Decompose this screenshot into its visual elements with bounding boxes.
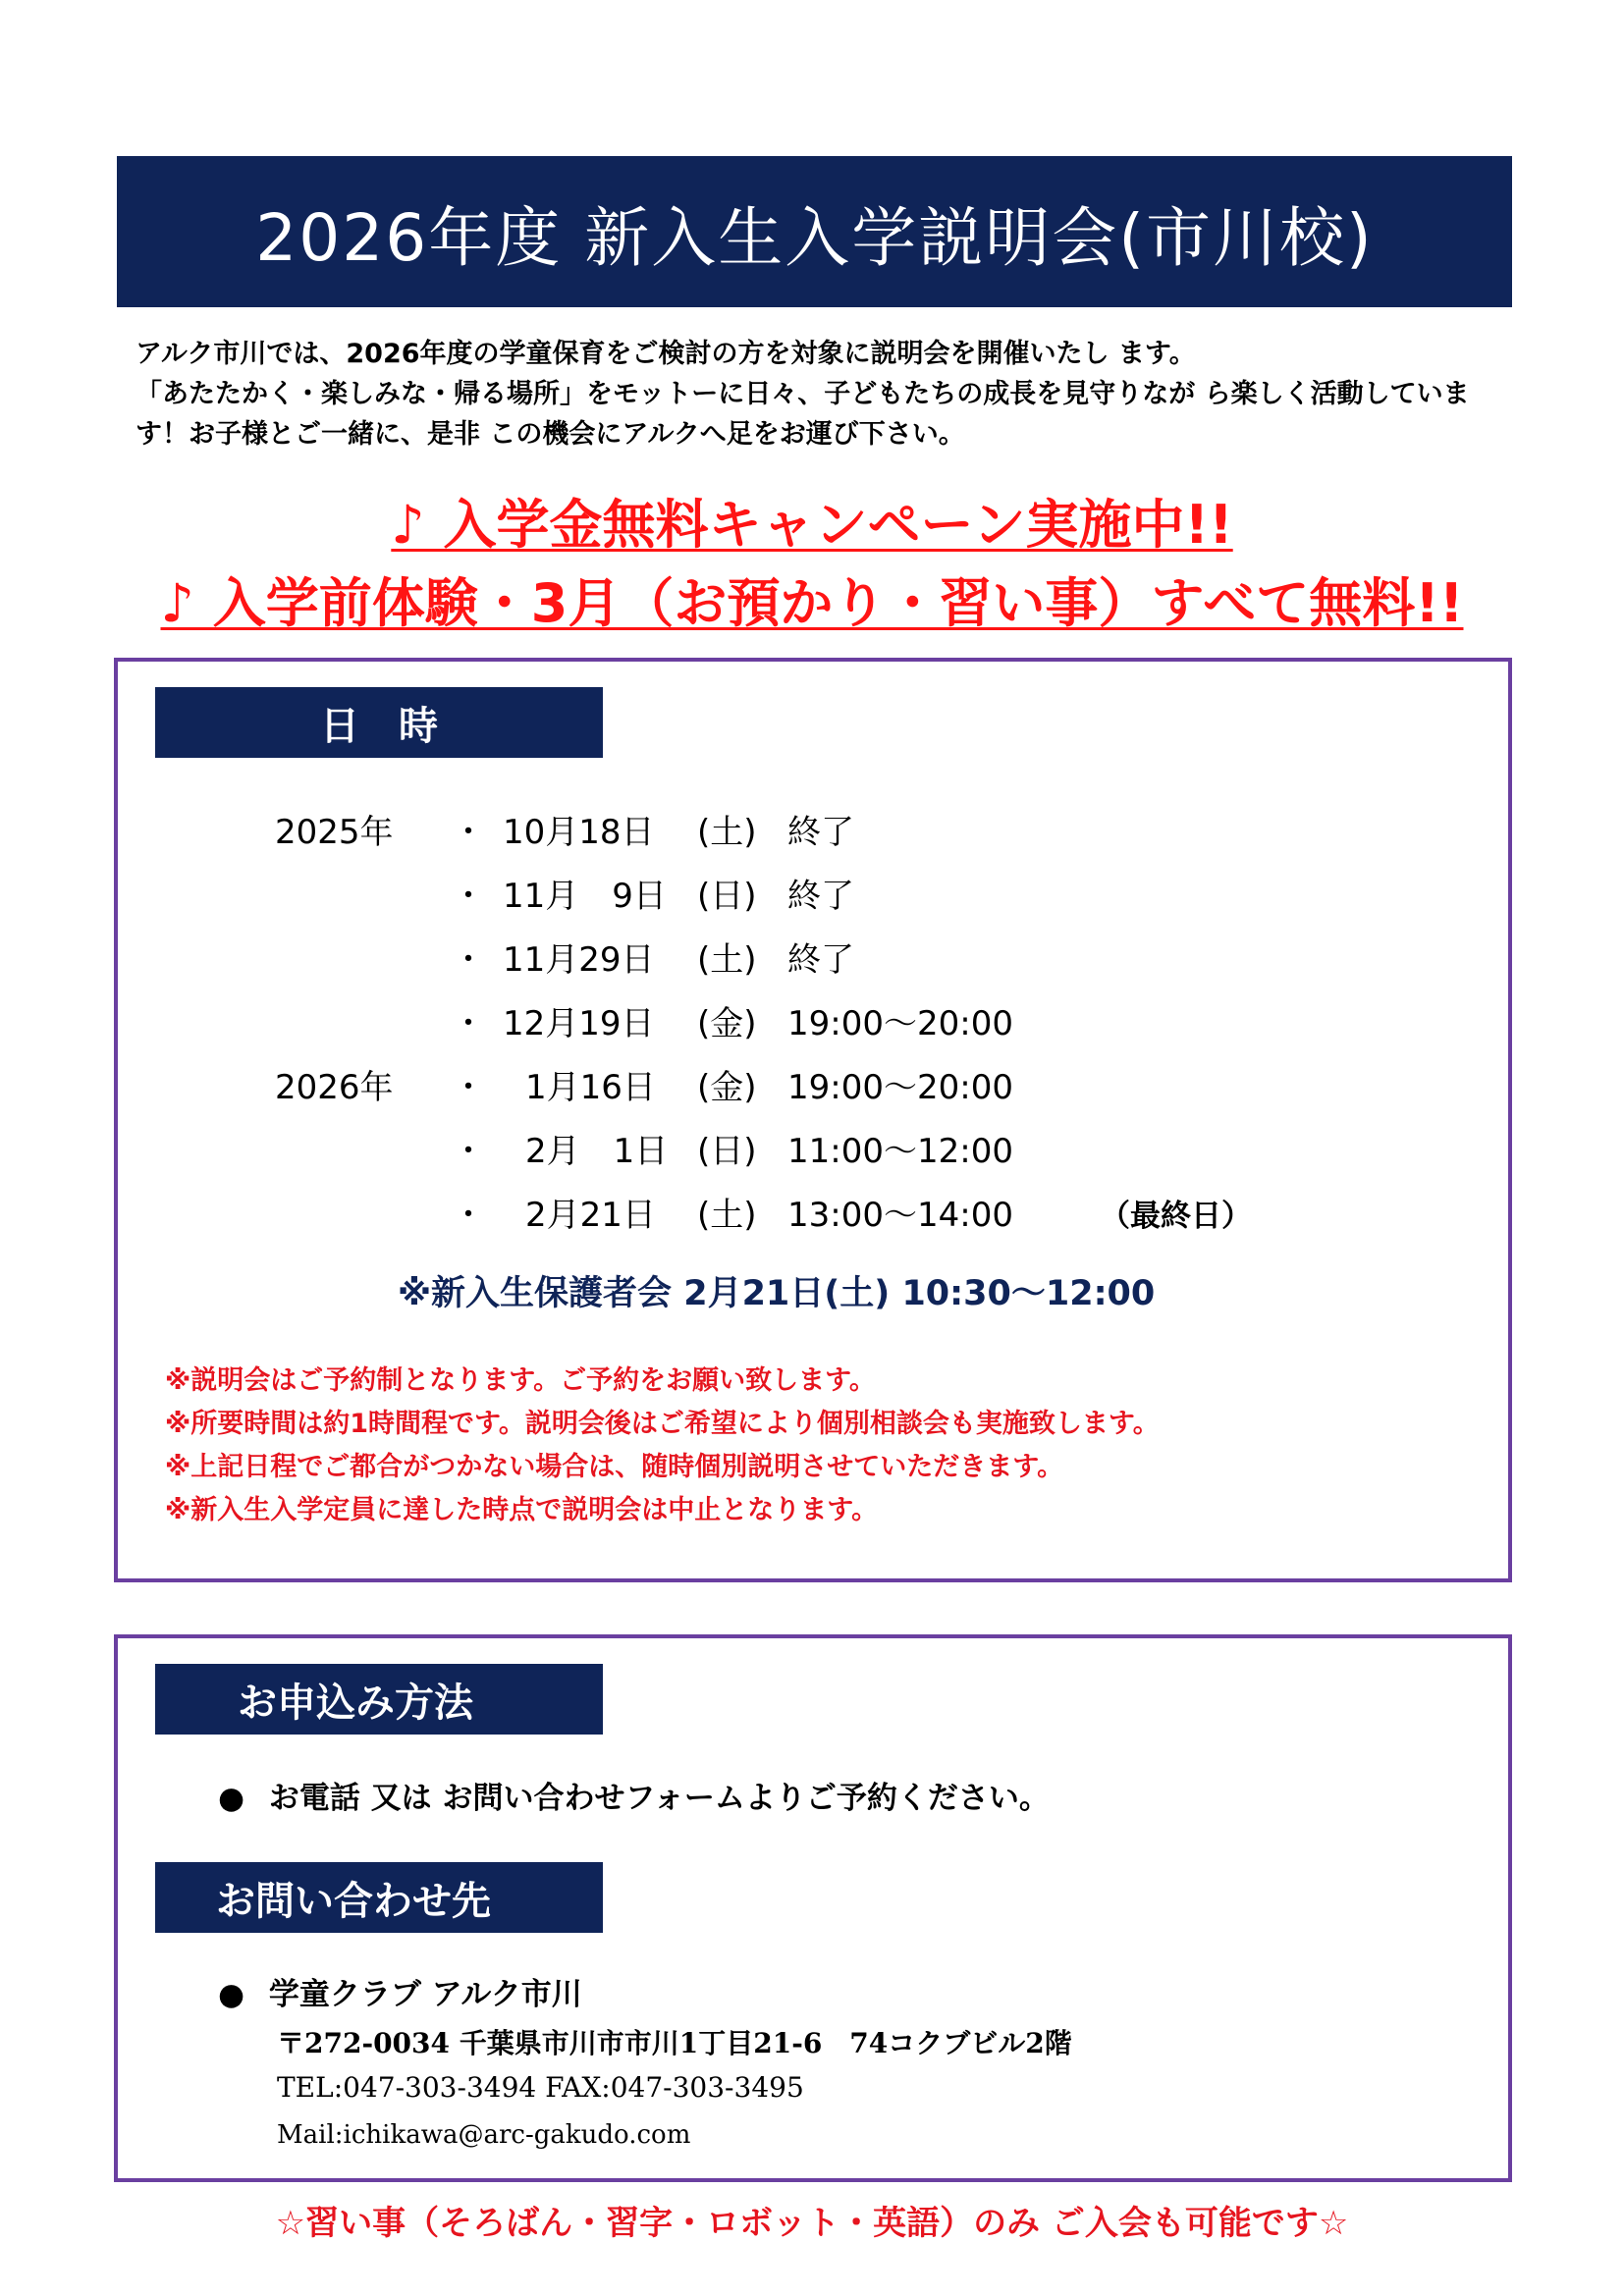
schedule-time: 終了 [787, 877, 854, 916]
schedule-date: 2月21日 [525, 1196, 656, 1235]
promo-line-trial: ♪ 入学前体験・3月（お預かり・習い事）すべて無料!! [160, 572, 1464, 634]
contact-tel-fax: TEL:047-303-3494 FAX:047-303-3495 [277, 2071, 804, 2104]
schedule-dow: (金) [697, 1068, 757, 1107]
intro-line: す！お子様とご一緒に、是非 この機会にアルクへ足をお運び下さい。 [135, 419, 965, 450]
schedule-note: ※説明会はご予約制となります。ご予約をお願い致します。 [165, 1365, 876, 1396]
schedule-note: ※上記日程でご都合がつかない場合は、随時個別説明させていただきます。 [165, 1452, 1064, 1482]
schedule-dow: (金) [697, 1004, 757, 1043]
intro-line: 「あたたかく・楽しみな・帰る場所」をモットーに日々、子どもたちの成長を見守りなが ら楽しく活動していま [135, 379, 1470, 409]
section-heading-contact [155, 1862, 603, 1933]
schedule-date: 11月29日 [503, 940, 655, 980]
title-banner [117, 156, 1512, 307]
schedule-bullet: ・ [452, 877, 485, 916]
schedule-note: ※新入生入学定員に達した時点で説明会は中止となります。 [165, 1495, 879, 1525]
schedule-time: 19:00〜20:00 [787, 1068, 1013, 1107]
schedule-bullet: ・ [452, 1068, 485, 1107]
schedule-time: 終了 [787, 813, 854, 852]
schedule-time: 19:00〜20:00 [787, 1004, 1013, 1043]
apply-text: お電話 又は お問い合わせフォームよりご予約ください。 [268, 1781, 1050, 1816]
schedule-row [275, 1188, 1257, 1237]
schedule-notes [165, 1360, 1160, 1532]
bullet-icon: ● [218, 1781, 245, 1816]
contact-name: 学童クラブ アルク市川 [268, 1977, 582, 2012]
bullet-icon: ● [218, 1977, 245, 2012]
schedule-year: 2026年 [275, 1068, 394, 1107]
schedule-row [275, 996, 1257, 1045]
intro-line: アルク市川では、2026年度の学童保育をご検討の方を対象に説明会を開催いたし ます。 [135, 339, 1196, 369]
schedule-dow: (土) [697, 1196, 757, 1235]
schedule-dow: (日) [697, 1132, 757, 1171]
schedule-bullet: ・ [452, 940, 485, 980]
section-heading-datetime [155, 687, 603, 758]
schedule-extra: （最終日） [1100, 1199, 1252, 1234]
schedule-dow: (土) [697, 940, 757, 980]
apply-heading-text: お申込み方法 [238, 1680, 473, 1726]
schedule-year: 2025年 [275, 813, 394, 852]
contact-heading-text: お問い合わせ先 [216, 1878, 491, 1924]
schedule-bullet: ・ [452, 1132, 485, 1171]
contact-address: 〒272-0034 千葉県市川市市川1丁目21-6 74コクブビル2階 [277, 2027, 1072, 2059]
schedule-date: 1月16日 [525, 1068, 656, 1107]
schedule-time: 終了 [787, 940, 854, 980]
schedule-date: 2月 1日 [525, 1132, 669, 1171]
schedule-time: 11:00〜12:00 [787, 1132, 1013, 1171]
schedule-note: ※所要時間は約1時間程です。説明会後はご希望により個別相談会も実施致します。 [165, 1409, 1160, 1439]
schedule-row [275, 1124, 1257, 1173]
schedule-row [275, 869, 1257, 918]
footer-note: ☆習い事（そろばん・習字・ロボット・英語）のみ ご入会も可能です☆ [275, 2204, 1349, 2243]
schedule-bullet: ・ [452, 813, 485, 852]
schedule-dow: (日) [697, 877, 757, 916]
schedule-time: 13:00〜14:00 [787, 1196, 1013, 1235]
promo-line-campaign: ♪ 入学金無料キャンペーン実施中!! [391, 494, 1233, 556]
intro-paragraph [135, 334, 1510, 454]
schedule-bullet: ・ [452, 1196, 485, 1235]
schedule-row [275, 1060, 1257, 1109]
contact-name-line [218, 1969, 582, 2013]
datetime-heading-text: 日 時 [320, 703, 438, 749]
schedule-row [275, 933, 1257, 982]
guardian-meeting-note: ※新入生保護者会 2月21日(土) 10:30〜12:00 [398, 1274, 1156, 1313]
page-title: 2026年度 新入生入学説明会(市川校) [255, 199, 1374, 276]
schedule-row [275, 805, 1257, 854]
section-heading-apply [155, 1664, 603, 1735]
schedule-date: 10月18日 [503, 813, 655, 852]
apply-line [218, 1773, 1050, 1817]
schedule-date: 11月 9日 [503, 877, 667, 916]
schedule-bullet: ・ [452, 1004, 485, 1043]
schedule-dow: (土) [697, 813, 757, 852]
contact-mail[interactable]: Mail:ichikawa@arc-gakudo.com [277, 2120, 691, 2150]
schedule-date: 12月19日 [503, 1004, 655, 1043]
